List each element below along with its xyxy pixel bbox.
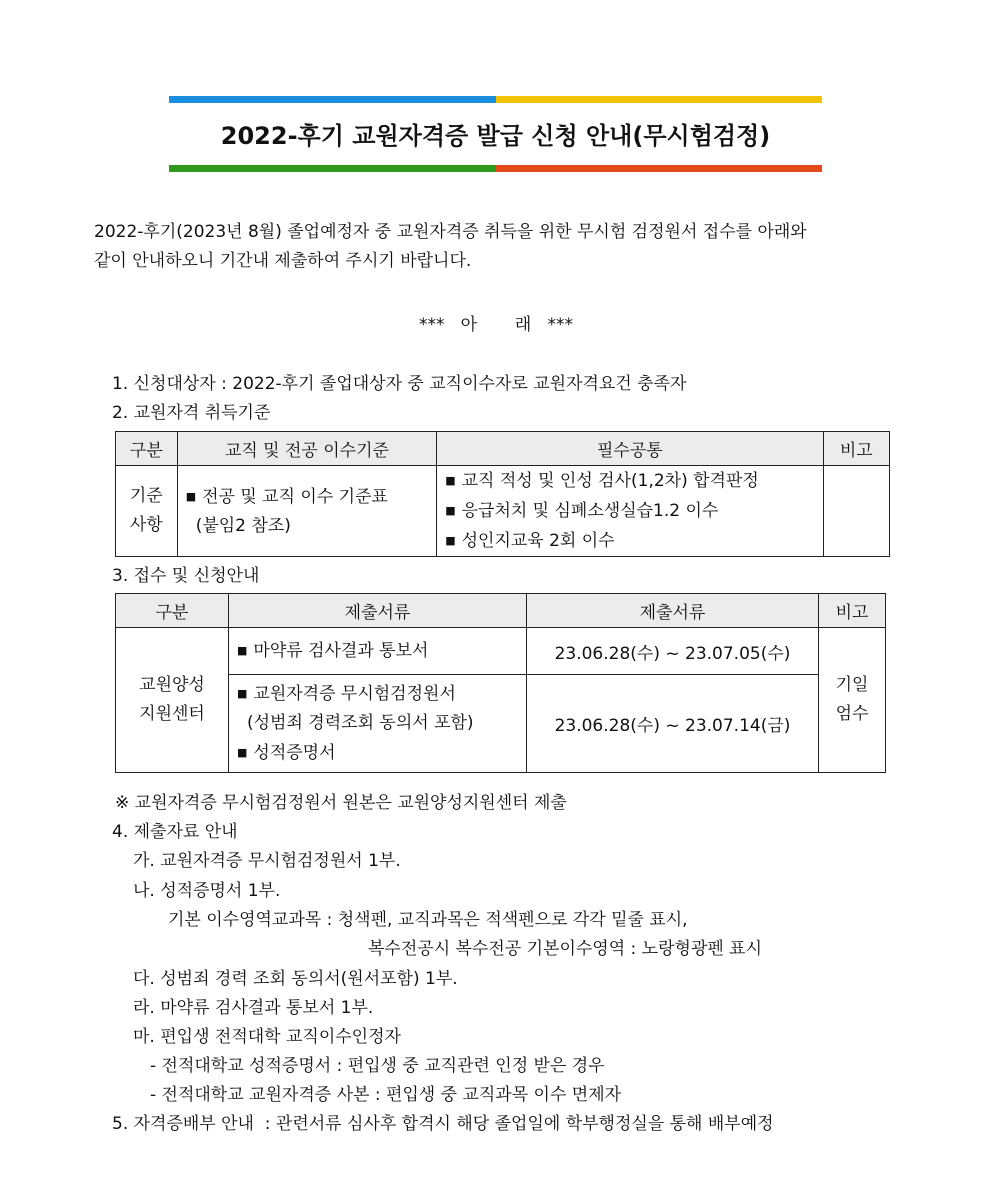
period-cell: 23.06.28(수) ~ 23.07.14(금) xyxy=(527,675,819,773)
period-cell: 23.06.28(수) ~ 23.07.05(수) xyxy=(527,628,819,675)
row-label-cell xyxy=(116,466,178,557)
header-common: 필수공통 xyxy=(437,432,823,466)
section-4-ma-detail-1: - 전적대학교 성적증명서 : 편입생 중 교직관련 인정 받은 경우 xyxy=(150,1056,605,1076)
org-cell xyxy=(116,628,229,773)
header-criteria: 교직 및 전공 이수기준 xyxy=(177,432,436,466)
doc-application: 교원자격증 무시험검정원서 xyxy=(253,684,456,704)
list-item xyxy=(445,526,822,556)
common-item-2: 응급처치 및 심폐소생실습1.2 이수 xyxy=(461,501,719,521)
list-item xyxy=(237,738,526,768)
submission-table xyxy=(115,593,886,773)
section-4-na-detail-1: 기본 이수영역교과목 : 청색펜, 교직과목은 적색펜으로 각각 밑줄 표시, xyxy=(168,910,688,930)
common-item-1: 교직 적성 및 인성 검사(1,2차) 합격판정 xyxy=(461,471,759,491)
section-2: 2. 교원자격 취득기준 xyxy=(112,403,271,423)
intro-paragraph xyxy=(94,218,906,276)
header-category: 구분 xyxy=(116,594,229,628)
note-line-2: 엄수 xyxy=(835,704,869,724)
list-item xyxy=(445,466,822,496)
bullet-icon: ■ xyxy=(185,489,197,503)
list-item xyxy=(445,496,822,526)
common-cell xyxy=(437,466,823,557)
page-title: 2022-후기 교원자격증 발급 신청 안내(무시험검정) xyxy=(220,122,771,150)
section-4: 4. 제출자료 안내 xyxy=(112,822,238,842)
list-item xyxy=(237,636,526,666)
bullet-icon: ■ xyxy=(445,504,456,517)
title-bar-top-blue xyxy=(169,96,496,103)
header-category: 구분 xyxy=(116,432,178,466)
criteria-ref: (붙임2 참조) xyxy=(195,515,291,536)
criteria-text: 전공 및 교직 이수 기준표 xyxy=(202,486,388,507)
doc-cell xyxy=(229,628,527,675)
list-item xyxy=(237,679,526,709)
row-label-line-1: 기준 xyxy=(129,486,163,506)
header-documents: 제출서류 xyxy=(229,594,527,628)
section-4-na: 나. 성적증명서 1부. xyxy=(133,881,281,901)
intro-line-2: 같이 안내하오니 기간내 제출하여 주시기 바랍니다. xyxy=(94,251,472,271)
notice-heading: *** 아 래 *** xyxy=(418,315,574,335)
section-4-ra: 라. 마약류 검사결과 통보서 1부. xyxy=(133,998,374,1018)
intro-line-1: 2022-후기(2023년 8월) 졸업예정자 중 교원자격증 취득을 위한 무시험 검정원서 접수를 아래와 xyxy=(94,222,807,242)
doc-cell xyxy=(229,675,527,773)
criteria-cell xyxy=(177,466,436,557)
section-5: 5. 자격증배부 안내 : 관련서류 심사후 합격시 해당 졸업일에 학부행정실을 통해 배부예정 xyxy=(112,1114,774,1134)
title-bar-top-yellow xyxy=(496,96,822,103)
table-row xyxy=(116,675,886,773)
bullet-icon: ■ xyxy=(445,534,456,547)
table-header-row xyxy=(116,594,886,628)
bullet-icon: ■ xyxy=(237,687,248,700)
doc-consent: (성범죄 경력조회 동의서 포함) xyxy=(247,713,474,733)
title-bar-bottom-red xyxy=(496,165,822,172)
table-header-row xyxy=(116,432,890,466)
header-note: 비고 xyxy=(819,594,886,628)
bullet-icon: ■ xyxy=(445,474,456,487)
section-4-ma: 마. 편입생 전적대학 교직이수인정자 xyxy=(133,1027,401,1047)
note-line-1: 기일 xyxy=(835,675,869,695)
section-1: 1. 신청대상자 : 2022-후기 졸업대상자 중 교직이수자로 교원자격요건 충족자 xyxy=(112,374,687,394)
section-3: 3. 접수 및 신청안내 xyxy=(112,566,260,586)
header-note: 비고 xyxy=(823,432,890,466)
section-4-ga: 가. 교원자격증 무시험검정원서 1부. xyxy=(133,851,401,871)
section-4-na-detail-2: 복수전공시 복수전공 기본이수영역 : 노랑형광펜 표시 xyxy=(368,939,763,959)
org-line-2: 지원센터 xyxy=(139,704,205,724)
criteria-table xyxy=(115,431,890,557)
org-line-1: 교원양성 xyxy=(139,675,205,695)
bullet-icon: ■ xyxy=(237,746,248,759)
bullet-icon: ■ xyxy=(237,644,248,657)
list-item xyxy=(186,482,436,512)
header-period: 제출서류 xyxy=(527,594,819,628)
deadline-note-cell xyxy=(819,628,886,773)
section-4-ma-detail-2: - 전적대학교 교원자격증 사본 : 편입생 중 교직과목 이수 면제자 xyxy=(150,1085,622,1105)
doc-transcript: 성적증명서 xyxy=(253,743,336,763)
doc-drug-report: 마약류 검사결과 통보서 xyxy=(253,641,429,661)
title-bar-bottom-green xyxy=(169,165,496,172)
note-cell xyxy=(823,466,890,557)
row-label-line-2: 사항 xyxy=(129,515,163,535)
table-row xyxy=(116,628,886,675)
section-4-da: 다. 성범죄 경력 조회 동의서(원서포함) 1부. xyxy=(133,969,458,989)
remark: ※ 교원자격증 무시험검정원서 원본은 교원양성지원센터 제출 xyxy=(115,793,567,813)
common-item-3: 성인지교육 2회 이수 xyxy=(461,531,615,551)
table-row xyxy=(116,466,890,557)
